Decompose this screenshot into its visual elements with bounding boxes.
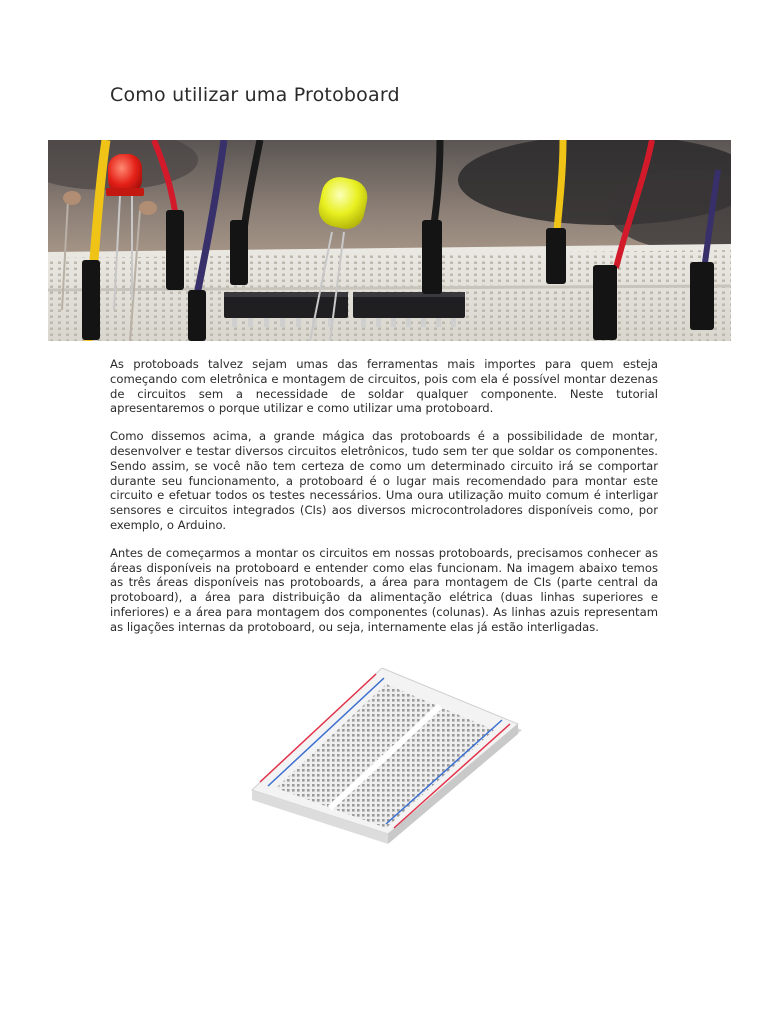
breadboard-illustration [246,668,526,844]
paragraph-areas: Antes de começarmos a montar os circuitos em nossas protoboards, precisamos conhecer as áreas disponíveis na protoboard e entender como elas funcionam. Na imagem abaixo temos as três áreas disponíveis nas protoboards, a área para montagem de CIs (parte central da protoboard), a área para distribuição da alimentação elétrica (duas linhas superiores e inferiores) e a área para montagem dos componentes (colunas). As linhas azuis representam as ligações internas da protoboard, ou seja, internamente elas já estão interligadas. [110,545,658,634]
paragraph-uses: Como dissemos acima, a grande mágica das protoboards é a possibilidade de montar, desenvolver e testar diversos circuitos eletrônicos, tudo sem ter que soldar os componentes. Sendo assim, se você não tem certeza de como um determinado circuito irá se comportar durante seu funcionamento, a protoboard é o lugar mais recomendado para montar este circuito e efetuar todos os testes necessários. Uma oura utilização muito comum é interligar sensores e circuitos integrados (CIs) aos diversos microcontroladores disponíveis como, por exemplo, o Arduino. [110,429,658,532]
page-title: Como utilizar uma Protoboard [110,84,400,106]
paragraph-intro: As protoboads talvez sejam umas das ferramentas mais importes para quem esteja começando com eletrônica e montagem de circuitos, pois com ela é possível montar dezenas de circuitos sem a necessidade de soldar qualquer componente. Neste tutorial apresentaremos o porque utilizar e como utilizar uma protoboard. [110,357,658,416]
breadboard-photo [48,140,731,341]
article-body [110,357,658,648]
